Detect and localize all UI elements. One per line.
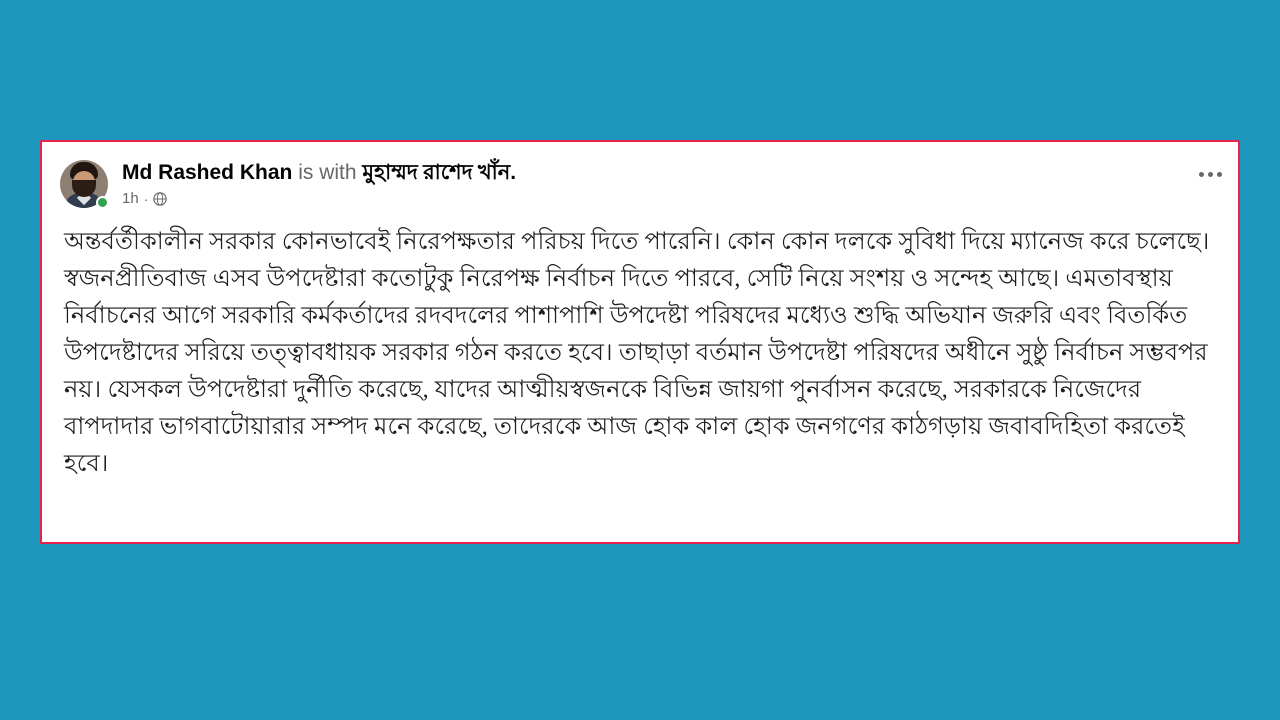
post-meta bbox=[122, 190, 1220, 208]
more-options-dot bbox=[1199, 172, 1204, 177]
more-options-icon[interactable] bbox=[1199, 172, 1222, 177]
online-status-indicator bbox=[96, 196, 109, 209]
post-header bbox=[42, 142, 1238, 208]
avatar[interactable] bbox=[60, 160, 108, 208]
post-tagged-person[interactable]: মুহাম্মদ রাশেদ খাঁন bbox=[362, 160, 511, 184]
post-author-line bbox=[122, 158, 1220, 187]
post-body-text: অন্তর্বর্তীকালীন সরকার কোনভাবেই নিরেপক্ষতার পরিচয় দিতে পারেনি। কোন কোন দলকে সুবিধা দিয়ে ম্যানেজ করে চলেছে। স্বজনপ্রীতিবাজ এসব উপদেষ্টারা কতোটুকু নিরেপক্ষ নির্বাচন দিতে পারবে, সেটি নিয়ে সংশয় ও সন্দেহ আছে। এমতাবস্থায় নির্বাচনের আগে সরকারি কর্মকর্তাদের রদবদলের পাশাপাশি উপদেষ্টা পরিষদের মধ্যেও শুদ্ধি অভিযান জরুরি এবং বিতর্কিত উপদেষ্টাদের সরিয়ে তত্ত্বাবধায়ক সরকার গঠন করতে হবে। তাছাড়া বর্তমান উপদেষ্টা পরিষদের অধীনে সুষ্ঠু নির্বাচন সম্ভবপর নয়। যেসকল উপদেষ্টারা দুর্নীতি করেছে, যাদের আত্মীয়স্বজনকে বিভিন্ন জায়গা পুনর্বাসন করেছে, সরকারকে নিজেদের বাপদাদার ভাগবাটোয়ারার সম্পদ মনে করেছে, তাদেরকে আজ হোক কাল হোক জনগণের কাঠগড়ায় জবাবদিহিতা করতেই হবে। bbox=[64, 229, 1210, 477]
post-header-text bbox=[122, 156, 1220, 208]
post-author-line-period: . bbox=[510, 161, 517, 184]
post-timestamp[interactable]: 1h bbox=[122, 190, 139, 207]
more-options-dot bbox=[1208, 172, 1213, 177]
post-with-label: is with bbox=[298, 161, 357, 184]
meta-separator: · bbox=[143, 191, 149, 207]
more-options-dot bbox=[1217, 172, 1222, 177]
facebook-post-card bbox=[40, 140, 1240, 544]
globe-icon[interactable] bbox=[153, 192, 167, 206]
post-author-name[interactable]: Md Rashed Khan bbox=[122, 161, 293, 184]
